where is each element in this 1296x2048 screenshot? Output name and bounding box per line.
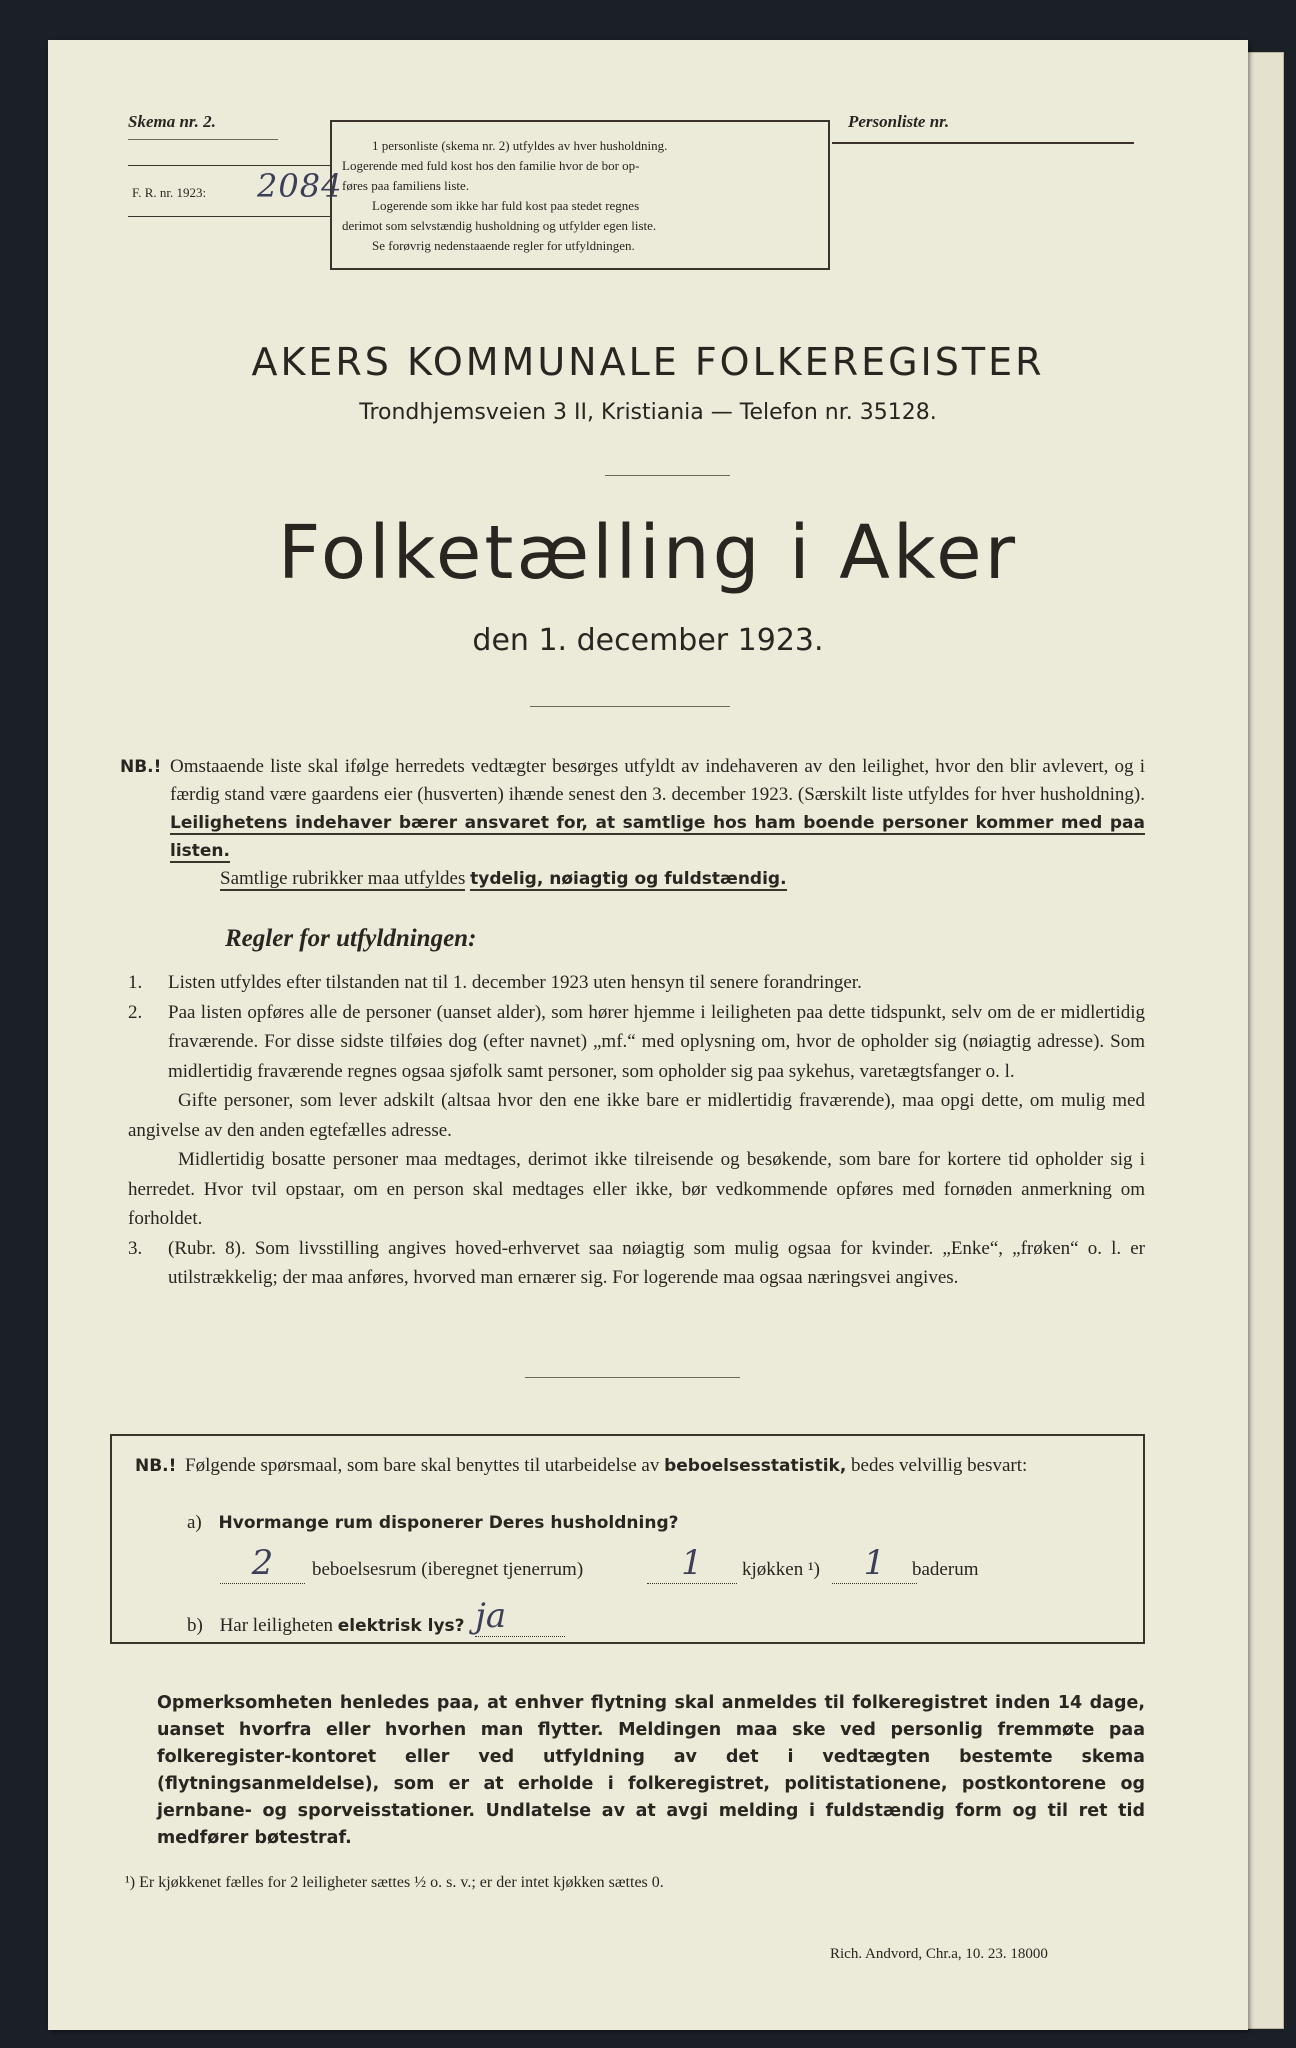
- kitchen-label: kjøkken ¹): [742, 1559, 820, 1580]
- nb-text-c-bold: tydelig, nøiagtig og fuldstændig.: [470, 869, 787, 889]
- housing-questions: [135, 1452, 1125, 1480]
- rule-2-text-3: Midlertidig bosatte personer maa medtages, derimot ikke tilreisende og besøkende, som bare for kortere tid opholder sig i herredet. Hvor tvil opstaar, om en person skal medtages eller ikke, bør vedkommende opføres med fornøden anmerkning om forholdet.: [128, 1149, 1145, 1229]
- printer-imprint: Rich. Andvord, Chr.a, 10. 23. 18000: [830, 1946, 1048, 1962]
- rule-2: [128, 998, 1145, 1234]
- nb-text-c: Samtlige rubrikker maa utfyldes: [220, 868, 466, 889]
- bath-value[interactable]: 1: [832, 1543, 917, 1584]
- question-b-row: [187, 1596, 787, 1641]
- skema-underline: [128, 139, 278, 140]
- rule-1-text: Listen utfyldes efter tilstanden nat til 1. december 1923 uten hensyn til senere forandringer.: [168, 972, 862, 993]
- nb-text-a: Omstaaende liste skal ifølge herredets vedtægter besørges utfyldt av indehaveren av den leilighet, hvor den blir avlevert, og i færdig stand være gaardens eier (husverten) ihænde senest den 3. december 1923. (Særskilt liste utfyldes for hver husholdning).: [170, 756, 1145, 805]
- main-title: Folketælling i Aker: [277, 510, 1019, 596]
- kitchen-value[interactable]: 1: [647, 1543, 737, 1584]
- rooms-answer-row: [220, 1543, 1110, 1595]
- question-a-row: [187, 1512, 678, 1534]
- fr-label: F. R. nr. 1923:: [132, 185, 207, 200]
- fr-number-handwritten: 2084: [257, 167, 343, 205]
- box-line-6: Se forøvrig nedenstaaende regler for utfyldningen.: [372, 238, 635, 253]
- rules-heading: Regler for utfyldningen:: [225, 925, 477, 952]
- footnote: ¹) Er kjøkkenet fælles for 2 leiligheter sættes ½ o. s. v.; er der intet kjøkken sættes 0.: [125, 1874, 664, 1891]
- fr-number-field: [132, 167, 343, 205]
- question-b-text: Har leiligheten: [219, 1615, 334, 1636]
- nb-text-b: Leilighetens indehaver bærer ansvaret for, at samtlige hos ham boende personer kommer med paa listen.: [170, 813, 1145, 861]
- rule-3-number: 3.: [128, 1237, 143, 1259]
- rule-3-text: (Rubr. 8). Som livsstilling angives hoved-erhvervet saa nøiagtig som mulig ogsaa for kvinder. „Enke“, „frøken“ o. l. er utilstrækkelig; der maa anføres, hvorved man ernærer sig. For logerende maa ogsaa næringsvei angives.: [168, 1237, 1145, 1288]
- rule-1: [128, 968, 1145, 998]
- skema-label: Skema nr. 2.: [128, 112, 216, 131]
- fr-line-top: [128, 165, 332, 166]
- rules-list: [128, 968, 1145, 1293]
- nb-label: NB.!: [120, 757, 162, 777]
- main-date: den 1. december 1923.: [472, 623, 824, 658]
- box-line-4: Logerende som ikke har fuld kost paa stedet regnes: [372, 198, 640, 213]
- rooms-value[interactable]: 2: [220, 1543, 305, 1584]
- rule-3: [128, 1234, 1145, 1293]
- box-line-1: 1 personliste (skema nr. 2) utfyldes av hver husholdning.: [372, 138, 668, 153]
- question-a-label: a): [187, 1512, 202, 1533]
- bath-label: baderum: [912, 1559, 979, 1580]
- question-a-text: Hvormange rum disponerer Deres husholdning?: [218, 1513, 679, 1533]
- box-line-3: føres paa familiens liste.: [342, 178, 470, 193]
- rule-2-text-1: Paa listen opføres alle de personer (uanset alder), som hører hjemme i leiligheten paa dette tidspunkt, selv om de er midlertidig fraværende. For disse sidste tilføies dog (efter navnet) „mf.“ med oplysning om, hvor de opholder sig (nøiagtig adresse). Som midlertidig fraværende regnes ogsaa sjøfolk samt personer, som opholder sig paa sykehus, varetægtsfanger o. l.: [168, 1001, 1145, 1082]
- rule-1-number: 1.: [128, 972, 143, 993]
- rooms-label: beboelsesrum (iberegnet tjenerrum): [312, 1559, 584, 1580]
- divider-3: [525, 1377, 740, 1378]
- instructions-box: [330, 120, 830, 270]
- divider-2: [530, 706, 730, 707]
- box-line-5: derimot som selvstændig husholdning og utfylder egen liste.: [342, 218, 657, 233]
- org-address: Trondhjemsveien 3 II, Kristiania — Telefon nr. 35128.: [359, 400, 937, 425]
- question-b-bold: elektrisk lys?: [337, 1616, 465, 1636]
- rule-2-text-2: Gifte personer, som lever adskilt (altsaa hvor den ene ikke bare er midlertidig fraværende), maa opgi dette, om mulig med angivelse av den anden egtefælles adresse.: [128, 1090, 1145, 1141]
- nb2-intro-a: Følgende spørsmaal, som bare skal benyttes til utarbeidelse av: [185, 1455, 660, 1476]
- nb2-intro-bold: beboelsesstatistik,: [664, 1456, 847, 1476]
- fr-line-bottom: [128, 216, 332, 217]
- personliste-label: Personliste nr.: [848, 112, 950, 131]
- divider-1: [605, 475, 730, 476]
- relocation-notice: Opmerksomheten henledes paa, at enhver flytning skal anmeldes til folkeregistret inden 14 dage, uanset hvorfra eller hvorhen man flytter. Meldingen maa ske ved personlig fremmøte paa folkeregister-kontoret eller ved utfyldning av det i vedtægten bestemte skema (flytningsanmeldelse), som er at erholde i folkeregistret, politistationene, postkontorene og jernbane- og sporveisstationer. Undlatelse av at avgi melding i fuldstændig form og til ret tid medfører bøtestraf.: [157, 1693, 1145, 1848]
- nb-paragraph: [120, 753, 1145, 893]
- question-b-label: b): [187, 1615, 203, 1636]
- rule-2-number: 2.: [128, 1001, 143, 1023]
- org-title: AKERS KOMMUNALE FOLKEREGISTER: [251, 340, 1045, 384]
- nb2-intro-b: bedes velvillig besvart:: [851, 1455, 1028, 1476]
- box-line-2: Logerende med fuld kost hos den familie hvor de bor op-: [342, 158, 640, 173]
- personliste-underline: [832, 142, 1134, 144]
- electric-light-answer[interactable]: ja: [475, 1596, 565, 1637]
- nb2-label: NB.!: [135, 1456, 177, 1476]
